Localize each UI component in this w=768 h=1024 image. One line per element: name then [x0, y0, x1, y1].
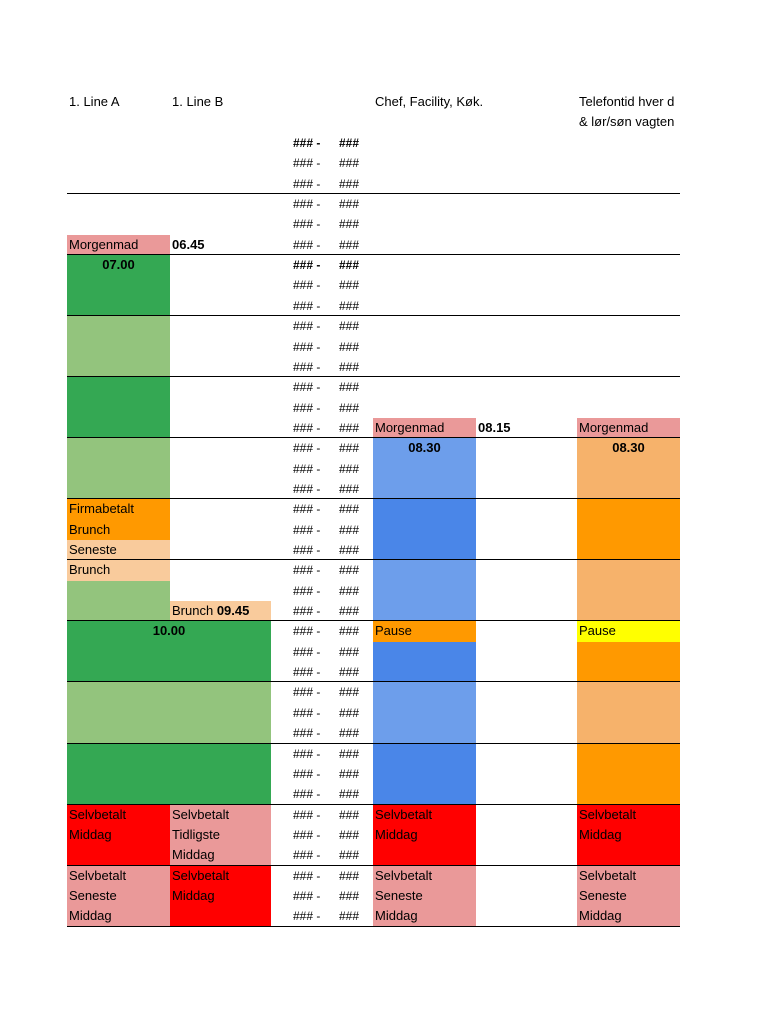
schedule-block	[373, 499, 476, 560]
time-cell-start: ### -	[293, 319, 321, 333]
time-cell-end: ###	[339, 360, 360, 374]
schedule-block	[170, 845, 271, 866]
schedule-block	[373, 418, 476, 438]
schedule-block	[67, 682, 271, 744]
schedule-block	[577, 886, 680, 906]
block-label: Selvbetalt	[69, 807, 127, 822]
schedule-block	[373, 744, 476, 805]
time-cell-start: ### -	[293, 136, 321, 150]
time-cell-end: ###	[339, 502, 360, 516]
schedule-block	[67, 825, 170, 866]
time-cell-end: ###	[339, 787, 360, 801]
time-cell-end: ###	[339, 401, 360, 415]
block-label: Middag	[375, 827, 418, 842]
block-label: Pause	[579, 623, 616, 638]
time-cell-end: ###	[339, 808, 360, 822]
time-cell-start: ### -	[293, 685, 321, 699]
row-divider	[67, 498, 680, 499]
schedule-block	[67, 866, 170, 886]
schedule-block	[170, 805, 271, 825]
schedule-block	[373, 621, 476, 642]
block-label: Selvbetalt	[579, 807, 637, 822]
block-label: Brunch	[172, 603, 217, 618]
schedule-block	[67, 581, 170, 621]
time-cell-start: ### -	[293, 156, 321, 170]
schedule-block	[67, 744, 271, 805]
time-cell-end: ###	[339, 747, 360, 761]
schedule-block	[67, 499, 170, 520]
time-cell-start: ### -	[293, 278, 321, 292]
block-label: 07.00	[102, 257, 135, 272]
row-divider	[67, 681, 680, 682]
block-label: Morgenmad	[375, 420, 445, 435]
block-label: Morgenmad	[69, 237, 139, 252]
block-label: Selvbetalt	[69, 868, 127, 883]
block-label: Firmabetalt	[69, 501, 135, 516]
time-cell-end: ###	[339, 177, 360, 191]
row-divider	[67, 437, 680, 438]
time-cell-start: ### -	[293, 624, 321, 638]
time-cell-end: ###	[339, 319, 360, 333]
row-divider	[67, 559, 680, 560]
time-cell-start: ### -	[293, 828, 321, 842]
block-label: Middag	[579, 827, 622, 842]
schedule-block	[67, 377, 170, 438]
block-label: Selvbetalt	[579, 868, 637, 883]
block-label: 08.15	[478, 420, 511, 435]
time-cell-start: ### -	[293, 767, 321, 781]
schedule-block	[170, 825, 271, 845]
schedule-block	[577, 560, 680, 621]
schedule-block	[373, 682, 476, 744]
schedule-block	[67, 906, 170, 927]
time-cell-start: ### -	[293, 258, 321, 272]
time-cell-end: ###	[339, 380, 360, 394]
time-cell-start: ### -	[293, 645, 321, 659]
schedule-block	[577, 621, 680, 642]
block-label: Seneste	[375, 888, 423, 903]
schedule-block	[577, 682, 680, 744]
schedule-block	[577, 866, 680, 886]
time-cell-start: ### -	[293, 706, 321, 720]
schedule-block	[67, 621, 271, 682]
block-label: Middag	[69, 908, 112, 923]
time-cell-start: ### -	[293, 238, 321, 252]
time-cell-end: ###	[339, 685, 360, 699]
time-cell-end: ###	[339, 156, 360, 170]
schedule-block	[170, 886, 271, 927]
block-label: Middag	[375, 908, 418, 923]
schedule-block	[67, 540, 170, 560]
time-cell-start: ### -	[293, 462, 321, 476]
time-cell-end: ###	[339, 441, 360, 455]
time-cell-start: ### -	[293, 380, 321, 394]
time-cell-end: ###	[339, 889, 360, 903]
schedule-block	[373, 642, 476, 682]
row-divider	[67, 620, 680, 621]
schedule-block	[577, 805, 680, 825]
time-cell-start: ### -	[293, 502, 321, 516]
time-cell-end: ###	[339, 726, 360, 740]
time-cell-start: ### -	[293, 401, 321, 415]
schedule-block	[373, 805, 476, 825]
block-label: Middag	[172, 847, 215, 862]
schedule-block	[373, 560, 476, 621]
schedule-block	[170, 235, 271, 255]
time-cell-end: ###	[339, 523, 360, 537]
time-cell-start: ### -	[293, 747, 321, 761]
time-cell-start: ### -	[293, 787, 321, 801]
time-cell-start: ### -	[293, 909, 321, 923]
schedule-block	[67, 560, 170, 581]
header-chef: Chef, Facility, Køk.	[375, 94, 484, 109]
header-line-b: 1. Line B	[172, 94, 224, 109]
block-label: Tidligste	[172, 827, 220, 842]
time-cell-end: ###	[339, 767, 360, 781]
time-cell-end: ###	[339, 278, 360, 292]
schedule-block	[67, 235, 170, 255]
schedule-block	[67, 805, 170, 825]
block-label: Seneste	[69, 542, 117, 557]
time-cell-start: ### -	[293, 889, 321, 903]
schedule-block	[373, 866, 476, 886]
schedule-block	[577, 744, 680, 805]
time-cell-end: ###	[339, 238, 360, 252]
schedule-block	[373, 438, 476, 499]
header-telefontid-line2: & lør/søn vagten	[579, 114, 675, 129]
time-cell-start: ### -	[293, 177, 321, 191]
time-cell-end: ###	[339, 624, 360, 638]
time-cell-start: ### -	[293, 584, 321, 598]
time-cell-end: ###	[339, 604, 360, 618]
block-label: Selvbetalt	[172, 807, 230, 822]
row-divider	[67, 254, 680, 255]
schedule-block	[373, 886, 476, 906]
schedule-block	[373, 906, 476, 927]
schedule-block	[67, 316, 170, 377]
block-label: Morgenmad	[579, 420, 649, 435]
block-label: Seneste	[579, 888, 627, 903]
schedule-block	[577, 906, 680, 927]
block-label: Brunch	[69, 522, 111, 537]
block-label: Selvbetalt	[375, 807, 433, 822]
schedule-block	[67, 255, 170, 316]
schedule-block	[170, 601, 271, 621]
schedule-block	[577, 642, 680, 682]
time-cell-start: ### -	[293, 299, 321, 313]
block-label: Pause	[375, 623, 412, 638]
block-label: 08.30	[408, 440, 441, 455]
time-cell-start: ### -	[293, 543, 321, 557]
time-cell-end: ###	[339, 848, 360, 862]
block-label: Middag	[579, 908, 622, 923]
schedule-block	[67, 520, 170, 540]
time-cell-end: ###	[339, 258, 360, 272]
time-cell-start: ### -	[293, 441, 321, 455]
time-cell-start: ### -	[293, 808, 321, 822]
time-cell-start: ### -	[293, 604, 321, 618]
time-cell-start: ### -	[293, 726, 321, 740]
time-cell-start: ### -	[293, 421, 321, 435]
header-telefontid: Telefontid hver d	[579, 94, 675, 109]
time-cell-end: ###	[339, 665, 360, 679]
time-cell-start: ### -	[293, 848, 321, 862]
time-cell-start: ### -	[293, 563, 321, 577]
row-divider	[67, 865, 680, 866]
block-label: Selvbetalt	[375, 868, 433, 883]
row-divider	[67, 315, 680, 316]
header-line-a: 1. Line A	[69, 94, 120, 109]
schedule-block	[577, 499, 680, 560]
schedule-block	[67, 886, 170, 906]
time-cell-end: ###	[339, 340, 360, 354]
time-cell-start: ### -	[293, 523, 321, 537]
row-divider	[67, 193, 680, 194]
block-label: 10.00	[152, 623, 186, 638]
time-cell-start: ### -	[293, 869, 321, 883]
time-cell-end: ###	[339, 909, 360, 923]
block-label: Seneste	[69, 888, 117, 903]
time-cell-end: ###	[339, 543, 360, 557]
time-cell-end: ###	[339, 299, 360, 313]
time-cell-start: ### -	[293, 360, 321, 374]
schedule-block	[373, 825, 476, 866]
schedule-block	[476, 418, 578, 438]
time-cell-start: ### -	[293, 197, 321, 211]
time-cell-start: ### -	[293, 665, 321, 679]
time-cell-end: ###	[339, 706, 360, 720]
block-label: Middag	[172, 888, 215, 903]
row-divider	[67, 376, 680, 377]
block-label: Middag	[69, 827, 112, 842]
time-cell-end: ###	[339, 828, 360, 842]
schedule-block	[577, 825, 680, 866]
time-cell-end: ###	[339, 645, 360, 659]
time-cell-end: ###	[339, 563, 360, 577]
block-label: 06.45	[172, 237, 205, 252]
schedule-block	[170, 866, 271, 886]
time-cell-start: ### -	[293, 482, 321, 496]
time-cell-end: ###	[339, 869, 360, 883]
schedule-block	[577, 438, 680, 499]
time-cell-end: ###	[339, 584, 360, 598]
time-cell-start: ### -	[293, 217, 321, 231]
block-time: 09.45	[216, 603, 250, 618]
row-divider	[67, 743, 680, 744]
time-cell-end: ###	[339, 421, 360, 435]
schedule-block	[67, 438, 170, 499]
time-cell-end: ###	[339, 217, 360, 231]
block-label: 08.30	[612, 440, 645, 455]
row-divider	[67, 804, 680, 805]
schedule-block	[577, 418, 680, 438]
block-label: Brunch	[69, 562, 111, 577]
time-cell-end: ###	[339, 197, 360, 211]
time-cell-end: ###	[339, 136, 360, 150]
time-cell-start: ### -	[293, 340, 321, 354]
row-divider	[67, 926, 680, 927]
time-cell-end: ###	[339, 462, 360, 476]
block-label: Selvbetalt	[172, 868, 230, 883]
time-cell-end: ###	[339, 482, 360, 496]
